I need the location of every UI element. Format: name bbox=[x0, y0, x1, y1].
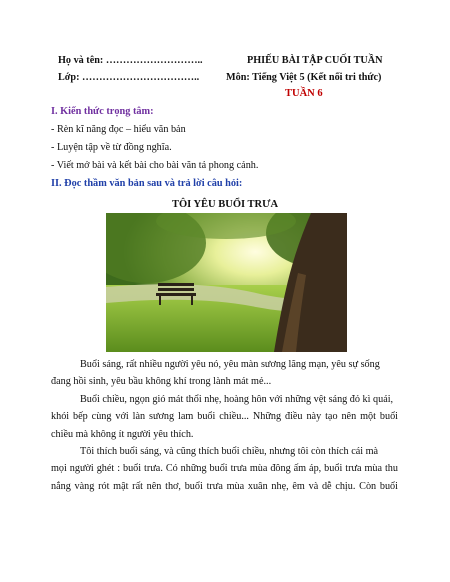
paragraph bbox=[51, 443, 398, 495]
student-name-field: Họ và tên: ……………………….. bbox=[58, 55, 203, 66]
worksheet-title: PHIẾU BÀI TẬP CUỐI TUẦN bbox=[247, 55, 383, 66]
section-2-heading: II. Đọc thầm văn bản sau và trả lời câu hỏi: bbox=[51, 178, 243, 189]
section-1-heading: I. Kiến thức trọng tâm: bbox=[51, 106, 154, 117]
section-1-item: - Rèn kĩ năng đọc – hiểu văn bản bbox=[51, 124, 186, 135]
paragraph bbox=[51, 356, 398, 391]
paragraph-line: đang hồi sinh, yêu bầu không khí trong lành mát mẻ... bbox=[51, 376, 272, 388]
paragraph-line: chiều mà không ít người yêu thích. bbox=[51, 428, 194, 440]
paragraph-line: Tôi thích buổi sáng, và cũng thích buổi chiều, nhưng tôi còn thích cái mà bbox=[80, 446, 379, 457]
paragraph-line: Buổi chiều, ngọn gió mát thổi nhẹ, hoàng hôn với những vệt sáng đỏ kì quái, bbox=[80, 394, 394, 405]
section-1-item: - Viết mở bài và kết bài cho bài văn tả phong cảnh. bbox=[51, 160, 259, 171]
paragraph bbox=[51, 391, 398, 443]
story-title: TÔI YÊU BUỔI TRƯA bbox=[171, 199, 279, 210]
section-1-item: - Luyện tập về từ đồng nghĩa. bbox=[51, 142, 172, 153]
class-field: Lớp: …………………………….. bbox=[58, 72, 200, 83]
paragraph-line: Buổi sáng, rất nhiều người yêu nó, yêu màn sương lãng mạn, yêu sự sống bbox=[80, 359, 380, 370]
park-bench-image bbox=[106, 213, 347, 352]
week-label: TUẦN 6 bbox=[285, 88, 323, 99]
paragraph-line: mọi người ghét : buổi trưa. Có những buổi trưa mùa đông ấm áp, buổi trưa mùa thu bbox=[51, 463, 398, 475]
park-photo bbox=[106, 213, 347, 352]
paragraph-line: khói bếp cùng với làn sương lam buổi chiều... Những điều này tạo nên một buổi bbox=[51, 411, 398, 423]
subject-label: Môn: Tiếng Việt 5 (Kết nối tri thức) bbox=[226, 72, 382, 83]
paragraph-line: nắng vàng rót mật rất nên thơ, buổi trưa mùa xuân nhẹ, êm và dễ chịu. Còn buổi bbox=[51, 480, 398, 492]
